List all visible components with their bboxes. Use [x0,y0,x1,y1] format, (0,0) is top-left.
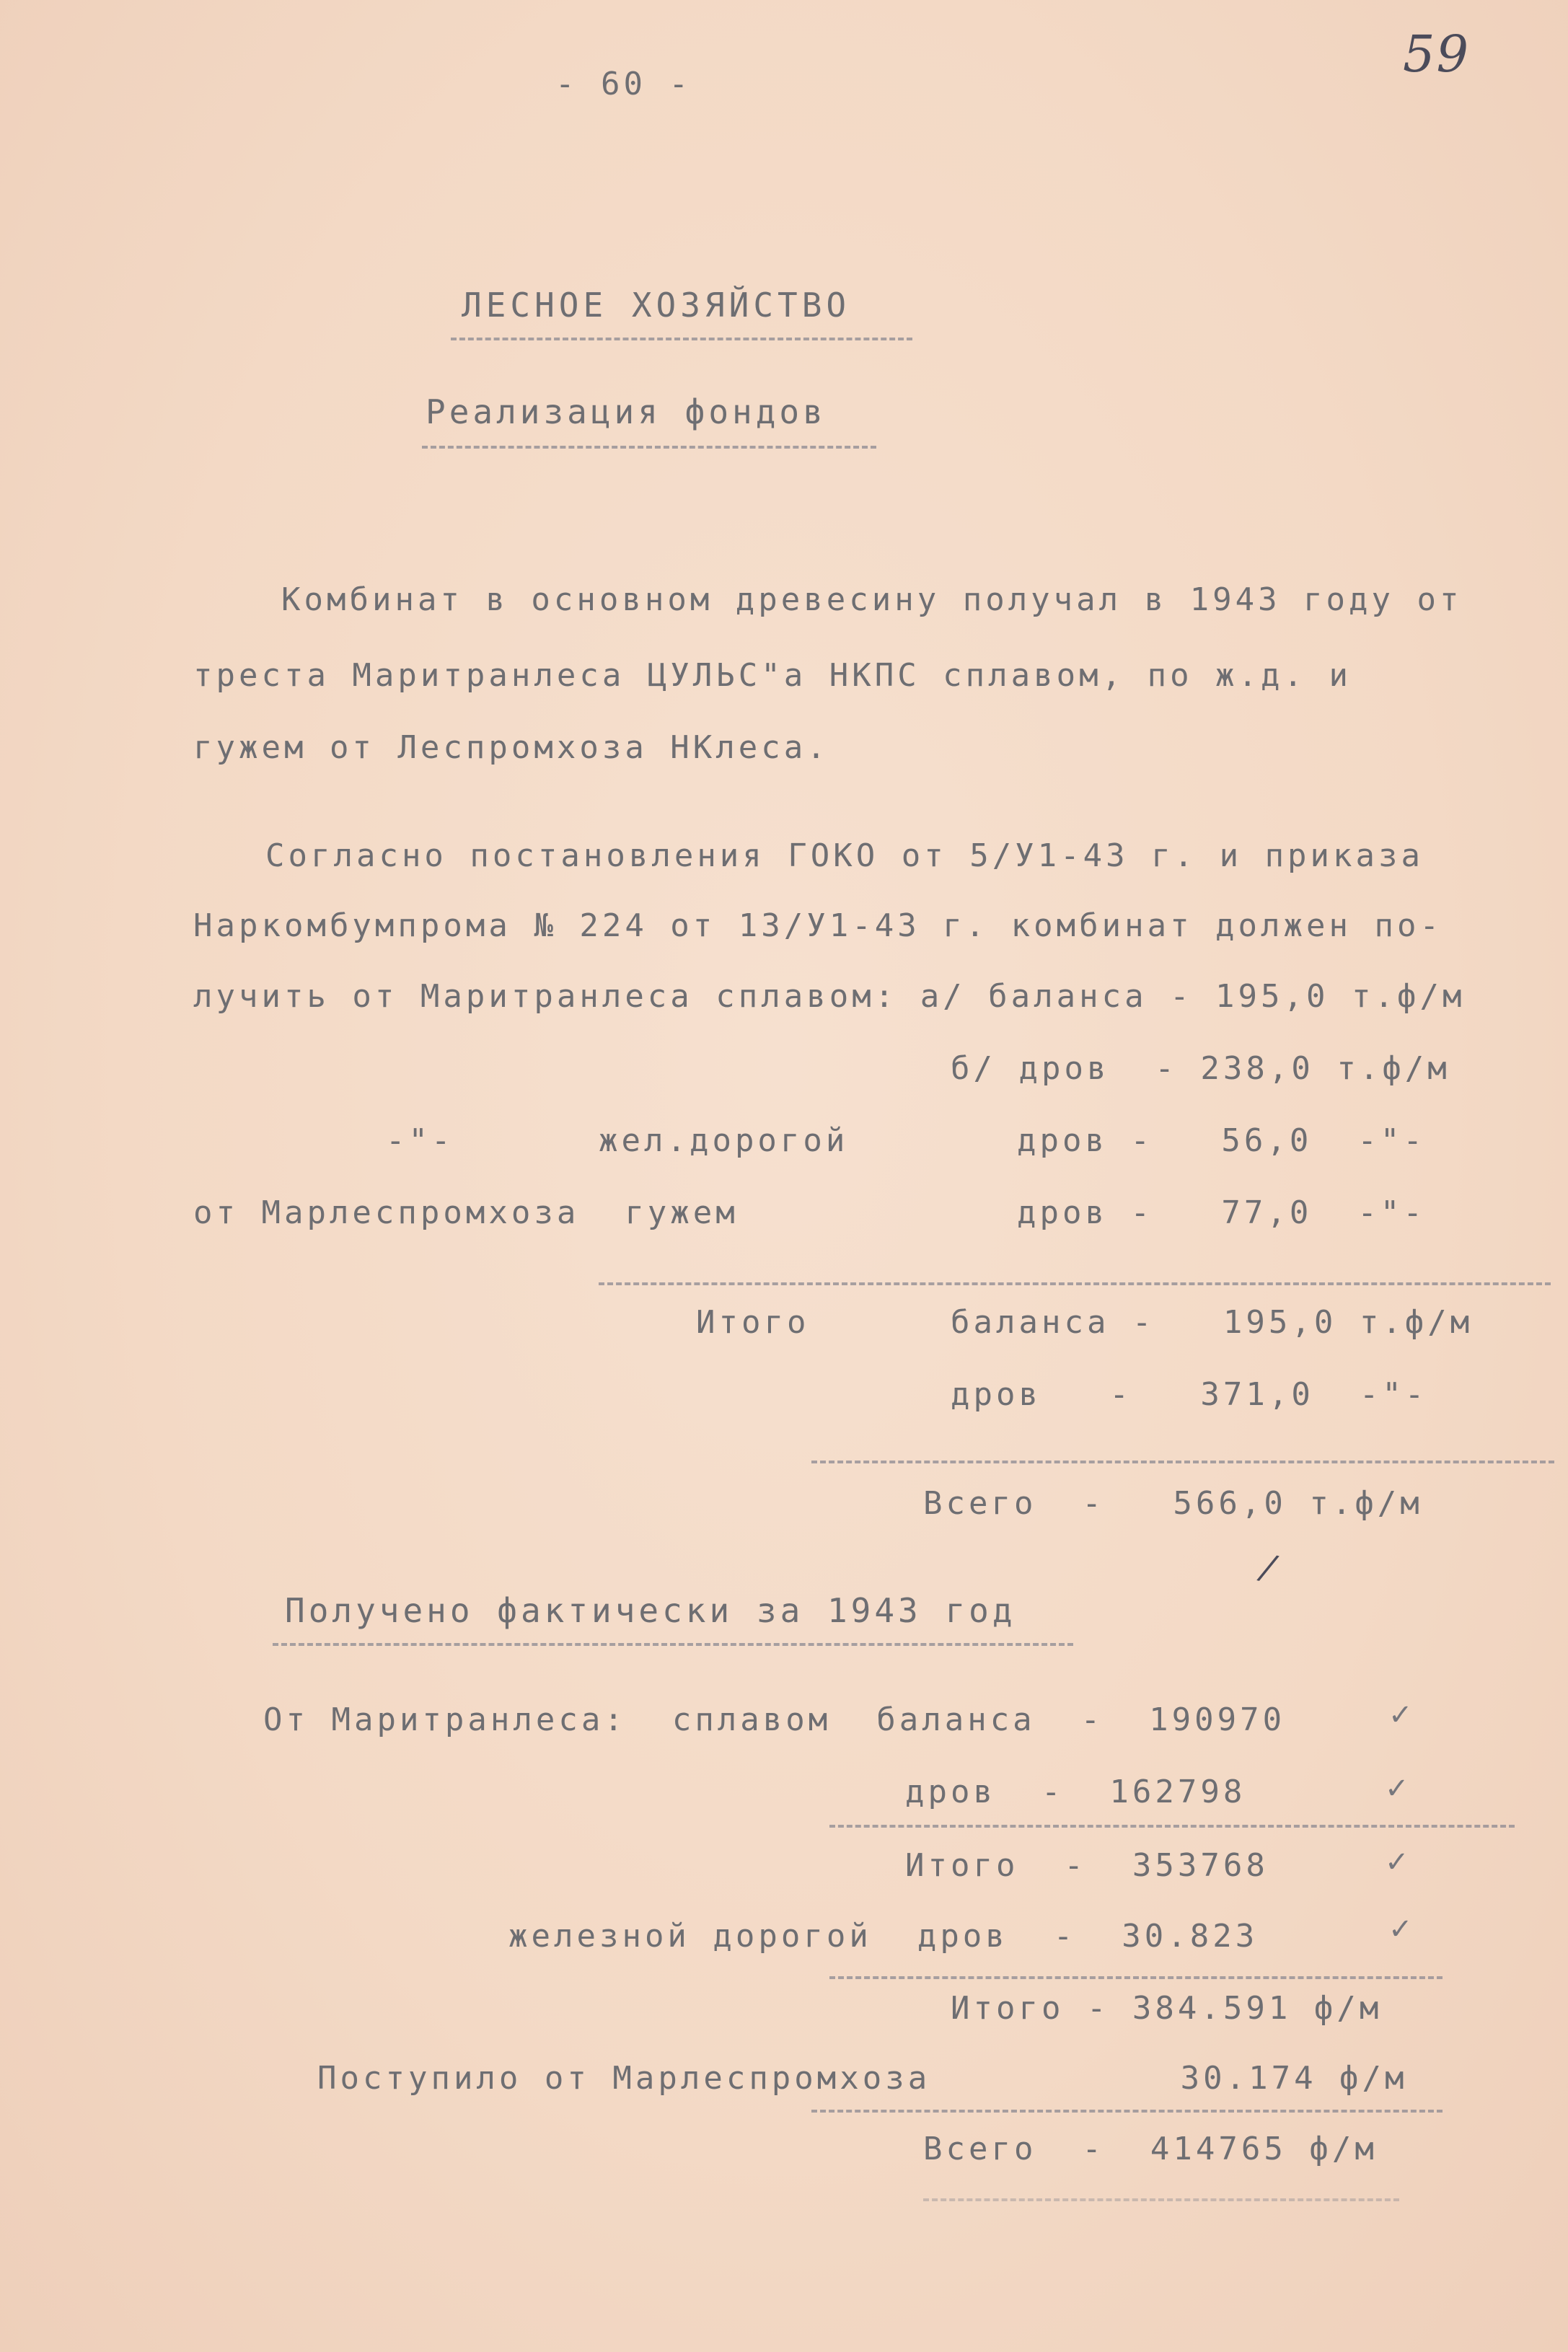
actual-heading: Получено фактически за 1943 год [285,1591,1016,1630]
paragraph-2-line-3: лучить от Маритранлеса сплавом: а/ баланса - 195,0 т.ф/м [193,978,1466,1015]
plan-row-cart-source: от Марлеспромхоза гужем [193,1194,739,1231]
plan-total-balance: баланса - 195,0 т.ф/м [951,1304,1474,1341]
actual-row-rafting-firewood: дров - 162798 [905,1774,1246,1810]
plan-total-firewood: дров - 371,0 -"- [951,1376,1428,1413]
check-mark-icon: ✓ [1388,1913,1417,1946]
section-underline [422,446,876,449]
paragraph-1-line-2: треста Маритранлеса ЦУЛЬС"а НКПС сплавом, по ж.д. и [193,657,1352,694]
page-number-typed: - 60 - [555,66,692,102]
actual-divider-1 [829,1825,1515,1828]
actual-grand-total: Всего - 414765 ф/м [923,2131,1378,2167]
actual-subtotal-rafting: Итого - 353768 [905,1847,1269,1884]
plan-divider-1 [599,1282,1551,1285]
document-title: ЛЕСНОЕ ХОЗЯЙСТВО [462,286,851,325]
actual-subtotal-total: Итого - 384.591 ф/м [951,1990,1383,2027]
plan-divider-2 [811,1461,1554,1463]
actual-heading-underline [273,1643,1073,1646]
plan-row-railway-value: дров - 56,0 -"- [1017,1122,1426,1159]
paragraph-1-line-3: гужем от Леспромхоза НКлеса. [193,729,829,766]
plan-total-label: Итого [696,1304,810,1341]
plan-row-railway: жел.дорогой [599,1122,849,1159]
page-number-handwritten: 59 [1403,25,1471,84]
actual-divider-2 [829,1976,1443,1979]
plan-row-firewood-rafting: б/ дров - 238,0 т.ф/м [951,1050,1450,1087]
section-heading: Реализация фондов [426,392,827,431]
actual-row-cart: Поступило от Марлеспромхоза 30.174 ф/м [317,2060,1408,2097]
actual-row-railway: железной дорогой дров - 30.823 [508,1918,1259,1955]
check-mark-icon: ✓ [1388,1699,1417,1732]
title-underline [451,338,912,340]
plan-grand-total: Всего - 566,0 т.ф/м [923,1485,1423,1522]
plan-row-cart-value: дров - 77,0 -"- [1017,1194,1426,1231]
check-mark-icon: ✓ [1385,1846,1413,1879]
plan-row-railway-ditto: -"- [386,1122,454,1159]
actual-row-rafting-balance: От Маритранлеса: сплавом баланса - 190970 [263,1701,1286,1738]
actual-divider-4 [923,2198,1399,2201]
pencil-mark: / [1258,1546,1282,1590]
paragraph-2-line-2: Наркомбумпрома № 224 от 13/У1-43 г. комбинат должен по- [193,907,1443,944]
check-mark-icon: ✓ [1385,1772,1413,1805]
paragraph-1-line-1: Комбинат в основном древесину получал в 1943 году от [281,581,1463,618]
paragraph-2-line-1: Согласно постановления ГОКО от 5/У1-43 г. и приказа [265,837,1424,874]
actual-divider-3 [811,2110,1443,2113]
